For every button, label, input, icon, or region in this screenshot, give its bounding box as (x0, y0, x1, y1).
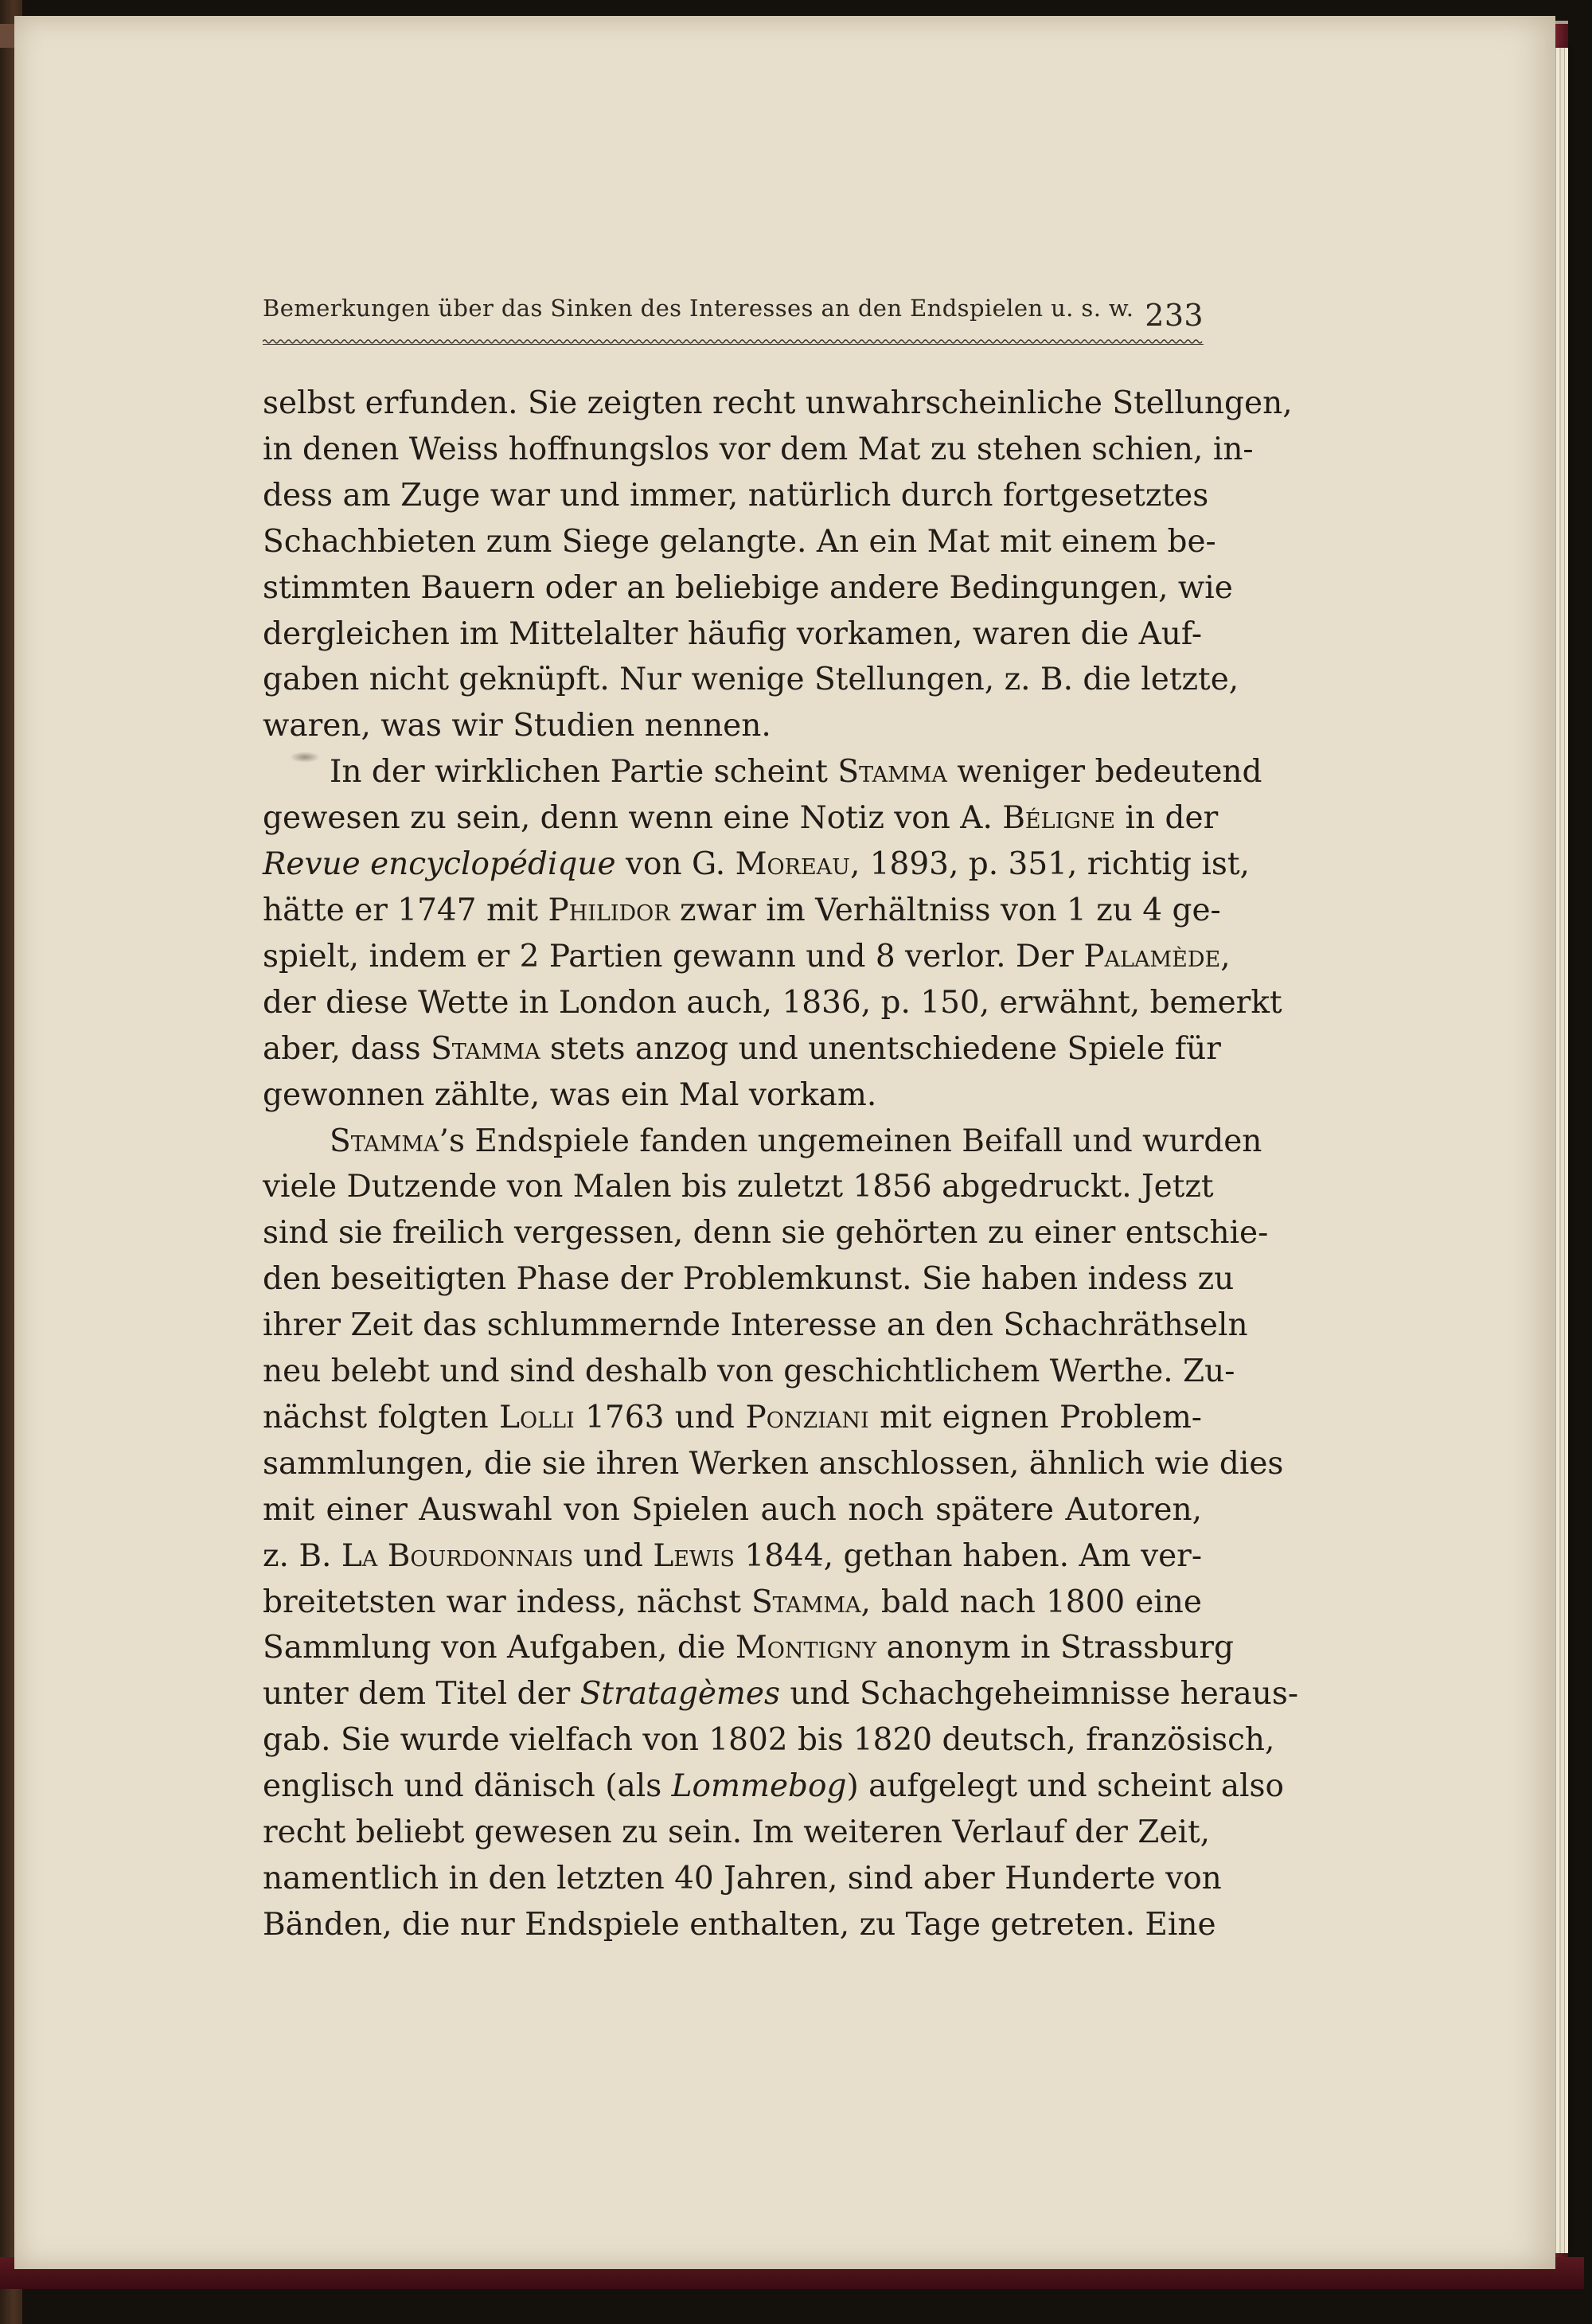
text-line: englisch und dänisch (als Lommebog) aufgelegt und scheint also (263, 1768, 1285, 1805)
text-line: gewesen zu sein, denn wenn eine Notiz von A. Béligne in der (263, 800, 1219, 837)
text-line: namentlich in den letzten 40 Jahren, sind aber Hunderte von (263, 1861, 1222, 1896)
name-stamma: Stamma (837, 754, 947, 791)
text-line: gab. Sie wurde vielfach von 1802 bis 1820 deutsch, französisch, (263, 1722, 1275, 1759)
text-line: Sammlung von Aufgaben, die Montigny anonym in Strassburg (263, 1630, 1235, 1666)
text-line: mit einer Auswahl von Spielen auch noch spätere Autoren, (263, 1491, 1202, 1528)
text-line: aber, dass Stamma stets anzog und unentschiedene Spiele für (263, 1030, 1221, 1067)
text-line: hätte er 1747 mit Philidor zwar im Verhältniss von 1 zu 4 ge- (263, 892, 1221, 928)
title-stratagemes: Stratagèmes (579, 1676, 780, 1713)
name-moreau: Moreau (735, 846, 850, 883)
text-line: nächst folgten Lolli 1763 und Ponziani mit eignen Problem- (263, 1399, 1202, 1435)
text-line: der diese Wette in London auch, 1836, p. 150, erwähnt, bemerkt (263, 984, 1282, 1021)
running-header (263, 295, 1204, 333)
name-montigny: Montigny (735, 1630, 877, 1666)
text-line: viele Dutzende von Malen bis zuletzt 1856 abgedruckt. Jetzt (263, 1169, 1214, 1205)
text-line: sammlungen, die sie ihren Werken anschlossen, ähnlich wie dies (263, 1445, 1284, 1482)
name-philidor: Philidor (548, 892, 670, 928)
text-line: spielt, indem er 2 Partien gewann und 8 verlor. Der Palamède, (263, 938, 1231, 975)
name-stamma: Stamma (751, 1584, 861, 1620)
name-ponziani: Ponziani (745, 1399, 869, 1435)
text-line: recht beliebt gewesen zu sein. Im weiteren Verlauf der Zeit, (263, 1814, 1211, 1851)
text-line: den beseitigten Phase der Problemkunst. Sie haben indess zu (263, 1261, 1235, 1298)
header-wavy-rule (263, 338, 1204, 346)
text-line: sind sie freilich vergessen, denn sie gehörten zu einer entschie- (263, 1215, 1269, 1252)
page-number: 233 (1145, 298, 1204, 333)
text-line: stimmten Bauern oder an beliebige andere Bedingungen, wie (263, 569, 1233, 606)
text-line: Stamma’s Endspiele fanden ungemeinen Beifall und wurden (330, 1123, 1262, 1159)
title-lommebog: Lommebog (671, 1768, 847, 1805)
text-line: gewonnen zählte, was ein Mal vorkam. (263, 1076, 877, 1113)
name-lewis: Lewis (653, 1537, 735, 1574)
text-line: in denen Weiss hoffnungslos vor dem Mat zu stehen schien, in- (263, 431, 1254, 467)
name-stamma: Stamma (330, 1123, 439, 1159)
name-palamede: Palamède (1083, 938, 1221, 975)
page-body (263, 381, 1299, 1948)
text-line: dergleichen im Mittelalter häufig vorkamen, waren die Auf- (263, 615, 1203, 652)
running-title: Bemerkungen über das Sinken des Interesses an den Endspielen u. s. w. (263, 295, 1134, 322)
text-line: neu belebt und sind deshalb von geschichtlichem Werthe. Zu- (263, 1353, 1235, 1390)
text-line: dess am Zuge war und immer, natürlich durch fortgesetztes (263, 477, 1209, 514)
text-line: waren, was wir Studien nennen. (263, 708, 771, 744)
text-line: unter dem Titel der Stratagèmes und Schachgeheimnisse heraus- (263, 1676, 1299, 1713)
text-line: ihrer Zeit das schlummernde Interesse an den Schachräthseln (263, 1307, 1248, 1344)
text-line: z. B. La Bourdonnais und Lewis 1844, gethan haben. Am ver- (263, 1537, 1203, 1574)
name-beligne: Béligne (1002, 800, 1116, 837)
name-la-bourdonnais: La Bourdonnais (341, 1537, 574, 1574)
name-lolli: Lolli (499, 1399, 575, 1435)
text-line: Revue encyclopédique von G. Moreau, 1893, p. 351, richtig ist, (263, 846, 1250, 883)
text-line: selbst erfunden. Sie zeigten recht unwahrscheinliche Stellungen, (263, 385, 1293, 421)
text-line: gaben nicht geknüpft. Nur wenige Stellungen, z. B. die letzte, (263, 662, 1239, 698)
name-stamma: Stamma (431, 1030, 540, 1067)
title-revue: Revue encyclopédique (263, 846, 616, 883)
text-line: Bänden, die nur Endspiele enthalten, zu Tage getreten. Eine (263, 1906, 1216, 1943)
text-line: Schachbieten zum Siege gelangte. An ein Mat mit einem be- (263, 523, 1216, 560)
text-line: breitetsten war indess, nächst Stamma, bald nach 1800 eine (263, 1584, 1202, 1620)
text-line: In der wirklichen Partie scheint Stamma weniger bedeutend (330, 754, 1262, 791)
